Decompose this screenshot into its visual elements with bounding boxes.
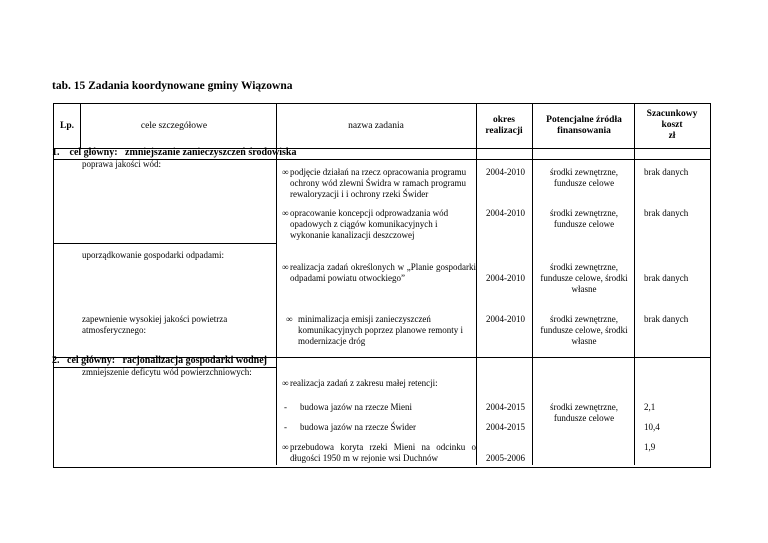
bullet-icon: ∞ [286, 314, 293, 324]
bullet-icon: ∞ [282, 378, 289, 388]
task-source: środki zewnętrzne, fundusze celowe, środki własne [540, 262, 628, 294]
section-1-goal: zmniejszanie zanieczyszczeń środowiska [125, 147, 297, 158]
header-nazwa: nazwa zadania [348, 121, 404, 131]
table-title: tab. 15 Zadania koordynowane gminy Wiązowna [52, 80, 293, 92]
objective-3: zapewnienie wysokiej jakości powietrza atmosferycznego: [82, 314, 228, 335]
header-koszt-label: Szacunkowy koszt [646, 109, 698, 130]
task-cost: 10,4 [644, 422, 660, 432]
task-cost: brak danych [644, 273, 689, 283]
task-period: 2004-2010 [486, 208, 525, 218]
task-source: środki zewnętrzne, fundusze celowe [550, 167, 618, 188]
task-source: środki zewnętrzne, fundusze celowe [550, 208, 618, 229]
task-cost: brak danych [644, 208, 689, 218]
objective-4: zmniejszenie deficytu wód powierzchniowych: [82, 367, 252, 377]
task-period: 2004-2010 [486, 167, 525, 177]
task-name: przebudowa koryta rzeki Mieni na odcinku o długości 1950 m w rejonie wsi Duchnów [290, 442, 476, 463]
section-2-prefix: cel główny: [67, 355, 116, 366]
task-period: 2004-2010 [486, 273, 525, 283]
task-name: minimalizacja emisji zanieczyszczeń komunikacyjnych poprzez planowe remonty i modernizacje dróg [298, 314, 463, 346]
header-cele: cele szczegółowe [140, 121, 208, 131]
objective-2: uporządkowanie gospodarki odpadami: [82, 250, 224, 260]
task-period: 2004-2015 [486, 422, 525, 432]
task-source: środki zewnętrzne, fundusze celowe [550, 402, 618, 423]
section-2-goal: racjonalizacja gospodarki wodnej [122, 355, 267, 366]
task-cost: 1,9 [644, 442, 656, 452]
section-1-heading [52, 147, 297, 158]
header-lp: Lp. [60, 121, 74, 131]
task-source: środki zewnętrzne, fundusze celowe, środki własne [540, 314, 628, 346]
header-koszt-unit: zł [668, 131, 676, 141]
section-2-number: 2. [52, 355, 60, 366]
section-1-number: 1. [52, 147, 60, 158]
section-2-heading [52, 355, 267, 366]
header-zrodla: Potencjalne źródła finansowania [546, 115, 622, 136]
task-name: budowa jazów na rzecze Mieni [300, 402, 412, 412]
header-koszt [636, 109, 708, 142]
task-name: budowa jazów na rzecze Świder [300, 422, 416, 432]
task-period: 2005-2006 [486, 453, 525, 463]
task-name: opracowanie koncepcji odprowadzania wód opadowych z ciągów komunikacyjnych i wykonanie kanalizacji deszczowej [290, 208, 449, 240]
objective-1: poprawa jakości wód: [82, 159, 161, 169]
bullet-icon: ∞ [282, 208, 289, 218]
task-cost: brak danych [644, 314, 689, 324]
bullet-icon: ∞ [282, 442, 289, 452]
dash-icon: - [284, 422, 287, 432]
task-cost: brak danych [644, 167, 689, 177]
header-okres: okres realizacji [485, 115, 523, 136]
col-divider-lp [80, 104, 81, 148]
task-name: podjęcie działań na rzecz opracowania programu ochrony wód zlewni Świdra w ramach programu rewaloryzacji i i ochrony rzeki Świder [290, 167, 467, 199]
objective-divider-1 [54, 243, 276, 244]
tasks-table [53, 103, 711, 468]
task-period: 2004-2010 [486, 314, 525, 324]
task-name: realizacja zadań określonych w „Planie gospodarki odpadami powiatu otwockiego” [290, 262, 476, 283]
section-1-prefix: cel główny: [69, 147, 118, 158]
task-name: realizacja zadań z zakresu małej retencji: [290, 378, 438, 388]
task-period: 2004-2015 [486, 402, 525, 412]
task-cost: 2,1 [644, 402, 656, 412]
bullet-icon: ∞ [282, 167, 289, 177]
bullet-icon: ∞ [282, 262, 289, 272]
dash-icon: - [284, 402, 287, 412]
